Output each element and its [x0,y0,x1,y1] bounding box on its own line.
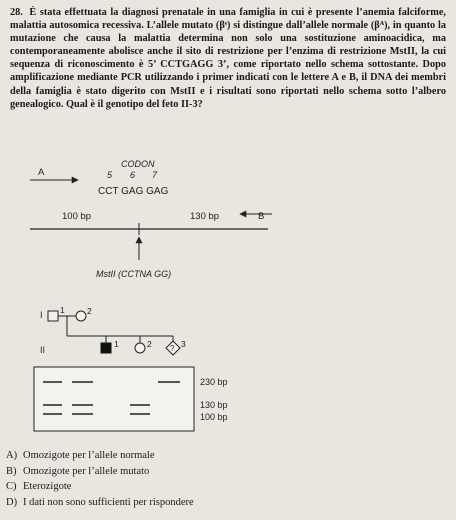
codon-number-5: 5 [107,170,113,180]
generation-ii-label: II [40,345,46,355]
option-d[interactable] [6,495,194,511]
option-text: I dati non sono sufficienti per rispondere [23,496,194,508]
dna-sequence: CCT GAG GAG [98,186,169,197]
primer-a-label: A [38,167,45,178]
primer-b-label: B [258,211,265,222]
pedigree-ii1-affected-male [101,343,111,353]
answer-options [6,448,194,510]
pedigree-fetus-question-mark: ? [170,344,175,353]
option-b[interactable] [6,464,194,480]
fragment-130-label: 130 bp [190,211,220,222]
pedigree-i2-number: 2 [87,306,92,316]
fragment-100-label: 100 bp [62,211,92,222]
gel-label-100: 100 bp [200,412,228,422]
option-text: Eterozigote [23,481,72,493]
question-body: È stata effettuata la diagnosi prenatale in una famiglia in cui è presente l’anemia falciforme, malattia autosomica recessiva. L’allele mutato (βˢ) si distingue dall’allele normale (βᴬ), in quanto la mutazione che causa la malattia determina non solo una sostituzione aminoacidica, ma contemporaneamente abolisce anche il sito di restrizione per l’enzima di restrizione MstII, la cui sequenza di riconoscimento è 5’ CCTGAGG 3’, come riportato nello schema sottostante. Dopo amplificazione mediante PCR utilizzando i primer indicati con le lettere A e B, il DNA dei membri della famiglia è stato digerito con MstII e i risultati sono riportati nello schema sotto l’albero genealogico. Qual è il genotipo del feto II-3? [10,7,447,110]
option-text: Omozigote per l’allele mutato [23,465,150,477]
option-letter: D) [6,496,18,508]
codon-label: CODON [121,159,155,169]
pedigree-i2-female [76,311,86,321]
pedigree-ii1-number: 1 [114,339,119,349]
pedigree-ii2-female [135,343,145,353]
gel-label-130: 130 bp [200,400,228,410]
pedigree-ii2-number: 2 [147,339,152,349]
gel-label-230: 230 bp [200,377,228,387]
codon-number-6: 6 [130,170,136,180]
generation-i-label: I [40,310,43,320]
question-number: 28. [10,7,23,18]
pedigree-i1-number: 1 [60,305,65,315]
option-a[interactable] [6,448,194,464]
option-letter: C) [6,481,17,493]
option-letter: B) [6,465,17,477]
gel-box [34,367,194,431]
pedigree-ii3-number: 3 [181,339,186,349]
codon-number-7: 7 [152,170,158,180]
option-text: Omozigote per l’allele normale [23,450,155,461]
option-letter: A) [6,450,18,461]
option-c[interactable] [6,479,194,495]
pedigree-i1-male [48,311,58,321]
enzyme-label: MstII (CCTNA GG) [96,269,172,279]
